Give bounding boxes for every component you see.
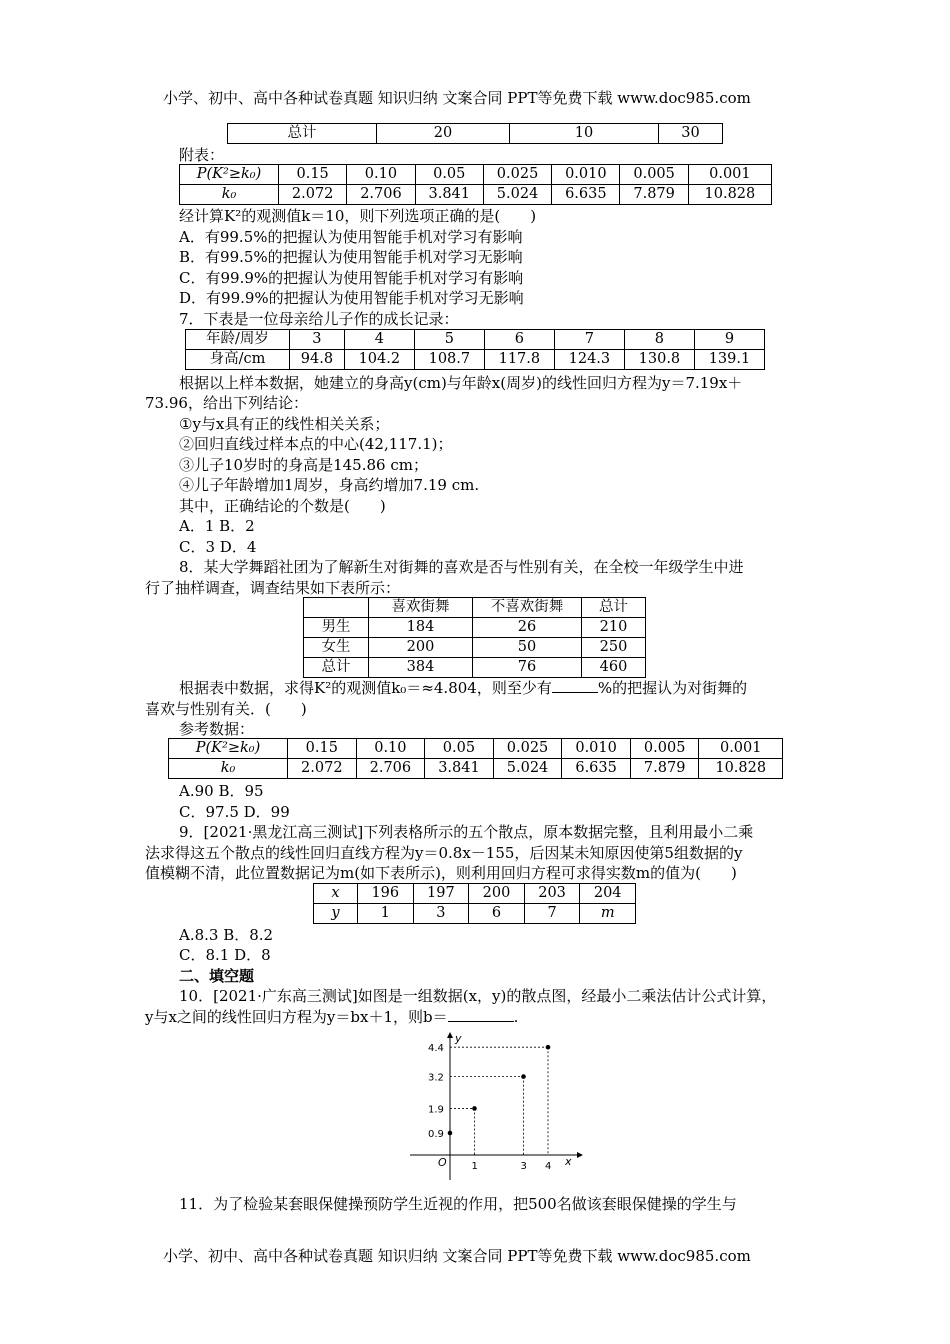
table-cell: 6.635 [552, 185, 620, 205]
table-cell: 10.828 [699, 759, 783, 779]
table-cell: 总计 [228, 124, 377, 144]
table-cell: 26 [473, 618, 582, 638]
table-cell: 2.072 [279, 185, 347, 205]
table-row-label: 年龄/周岁 [186, 330, 290, 350]
table-cell: 10 [510, 124, 659, 144]
table-row-label: x [314, 884, 358, 904]
q6-stem: 经计算K²的观测值k＝10，则下列选项正确的是( ) [179, 207, 537, 225]
table-cell: 5 [414, 330, 484, 350]
table-row-label: P(K²≥k₀) [169, 739, 288, 759]
q8-text-2: 行了抽样调查，调查结果如下表所示： [145, 579, 401, 597]
q8-text-4: 喜欢与性别有关．( ) [145, 700, 307, 718]
q8-text-3a: 根据表中数据，求得K²的观测值k₀＝≈4.804，则至少有 [179, 679, 552, 697]
q7-text-2: 73.96，给出下列结论： [145, 394, 308, 412]
table-row-label: y [314, 904, 358, 924]
q8-text-1: 8．某大学舞蹈社团为了解新生对街舞的喜欢是否与性别有关，在全校一年级学生中进 [179, 558, 744, 576]
page-header: 小学、初中、高中各种试卷真题 知识归纳 文案合同 PPT等免费下载 www.doc985.com [163, 89, 751, 107]
data-point [472, 1106, 477, 1111]
table-cell: 0.10 [347, 165, 415, 185]
table-cell: 0.010 [552, 165, 620, 185]
table-cell: 男生 [304, 618, 369, 638]
table-cell: 2.072 [288, 759, 357, 779]
q9-options-ab: A.8.3 B．8.2 [179, 926, 274, 944]
q8-options-ab: A.90 B．95 [179, 782, 264, 800]
table-row-label: k₀ [180, 185, 279, 205]
q7-options-cd: C．3 D．4 [179, 538, 257, 556]
section-title: 二、填空题 [179, 967, 255, 985]
table-header: 不喜欢街舞 [473, 598, 582, 618]
table-cell: 2.706 [347, 185, 415, 205]
q7-conclusion-2: ②回归直线过样本点的中心(42,117.1)； [179, 435, 453, 453]
table-cell: 0.005 [620, 165, 688, 185]
q9-text-1: 9．[2021·黑龙江高三测试]下列表格所示的五个散点，原本数据完整，且利用最小二乘 [179, 823, 754, 841]
table-cell: 0.005 [630, 739, 699, 759]
table-cell: 总计 [304, 658, 369, 678]
q6-option-d: D．有99.9%的把握认为使用智能手机对学习无影响 [179, 289, 524, 307]
table-cell: 200 [369, 638, 473, 658]
x-tick-label: 3 [520, 1161, 527, 1172]
table-cell: 210 [582, 618, 646, 638]
table-cell: 30 [659, 124, 723, 144]
q7-conclusion-1: ①y与x具有正的线性相关关系； [179, 415, 390, 433]
table-cell: 0.010 [562, 739, 631, 759]
table-cell: 6.635 [562, 759, 631, 779]
table-cell: 7.879 [630, 759, 699, 779]
q8-ref-label: 参考数据： [179, 720, 255, 738]
table-cell: 2.706 [356, 759, 425, 779]
table-cell: 3 [290, 330, 345, 350]
table-row-label: P(K²≥k₀) [180, 165, 279, 185]
y-tick-label: 4.4 [428, 1043, 444, 1055]
table-cell: 4 [344, 330, 414, 350]
table-cell: 0.025 [493, 739, 562, 759]
table-cell: 1 [358, 904, 414, 924]
table-cell: 0.05 [415, 165, 483, 185]
table-header: 喜欢街舞 [369, 598, 473, 618]
q10-text-2a: y与x之间的线性回归方程为y＝bx＋1，则b＝ [145, 1008, 448, 1026]
answer-blank[interactable] [448, 1007, 514, 1022]
table-cell: 0.001 [699, 739, 783, 759]
table-cell: 130.8 [624, 350, 694, 370]
table-header: 总计 [582, 598, 646, 618]
table-cell: 7 [524, 904, 580, 924]
q7-options-ab: A．1 B．2 [179, 517, 255, 535]
q9-options-cd: C．8.1 D．8 [179, 946, 271, 964]
table-cell: 0.15 [288, 739, 357, 759]
y-tick-label: 0.9 [428, 1128, 444, 1140]
table-cell: 0.15 [279, 165, 347, 185]
plot-layer [428, 1043, 551, 1172]
y-axis-arrow-icon [447, 1032, 453, 1038]
q6-option-b: B．有99.5%的把握认为使用智能手机对学习无影响 [179, 248, 523, 266]
y-tick-label: 3.2 [428, 1072, 444, 1084]
x-tick-label: 4 [545, 1161, 552, 1172]
scatter-plot [405, 1030, 585, 1185]
origin-label: O [438, 1156, 447, 1169]
q9-data-table [313, 883, 636, 924]
table-row-label: 身高/cm [186, 350, 290, 370]
q9-text-3: 值模糊不清，此位置数据记为m(如下表所示)，则利用回归方程可求得实数m的值为( ) [145, 864, 737, 882]
table-cell: 197 [413, 884, 469, 904]
q6-total-table [227, 123, 723, 144]
table-cell: 7 [554, 330, 624, 350]
q7-growth-table [185, 329, 765, 370]
table-cell: 5.024 [483, 185, 551, 205]
table-row [304, 658, 646, 678]
q8-text-3b: %的把握认为对街舞的 [597, 679, 748, 697]
y-tick-label: 1.9 [428, 1104, 444, 1116]
table-cell: 3 [413, 904, 469, 924]
q8-ref-table [168, 738, 783, 779]
table-cell: 6 [469, 904, 525, 924]
q8-survey-table [303, 597, 646, 678]
table-row-label: k₀ [169, 759, 288, 779]
q7-ask: 其中，正确结论的个数是( ) [179, 497, 386, 515]
table-cell: 203 [524, 884, 580, 904]
table-cell: 384 [369, 658, 473, 678]
table-row [304, 638, 646, 658]
y-axis-label: y [455, 1032, 462, 1045]
table-cell: 139.1 [694, 350, 764, 370]
table-cell: m [580, 904, 636, 924]
q6-option-a: A．有99.5%的把握认为使用智能手机对学习有影响 [179, 228, 523, 246]
table-cell: 76 [473, 658, 582, 678]
table-cell: 460 [582, 658, 646, 678]
table-cell [304, 598, 369, 618]
q10-text-2 [145, 1007, 518, 1027]
q6-option-c: C．有99.9%的把握认为使用智能手机对学习有影响 [179, 269, 524, 287]
table-cell: 104.2 [344, 350, 414, 370]
table-cell: 9 [694, 330, 764, 350]
q9-text-2: 法求得这五个散点的线性回归直线方程为y＝0.8x－155，后因某未知原因使第5组数据的y [145, 844, 743, 862]
table-cell: 50 [473, 638, 582, 658]
table-cell: 7.879 [620, 185, 688, 205]
x-axis-label: x [565, 1155, 572, 1168]
table-cell: 3.841 [425, 759, 494, 779]
table-cell: 0.10 [356, 739, 425, 759]
table-cell: 0.001 [688, 165, 771, 185]
table-cell: 204 [580, 884, 636, 904]
table-cell: 0.05 [425, 739, 494, 759]
table-cell: 124.3 [554, 350, 624, 370]
table-cell: 8 [624, 330, 694, 350]
table-cell: 196 [358, 884, 414, 904]
answer-blank[interactable] [552, 678, 598, 693]
q7-stem: 7．下表是一位母亲给儿子作的成长记录： [179, 310, 459, 328]
x-axis-arrow-icon [577, 1152, 583, 1158]
q7-conclusion-4: ④儿子年龄增加1周岁，身高约增加7.19 cm. [179, 476, 480, 494]
page-footer: 小学、初中、高中各种试卷真题 知识归纳 文案合同 PPT等免费下载 www.doc985.com [163, 1247, 751, 1265]
q8-options-cd: C．97.5 D．99 [179, 803, 290, 821]
data-point [546, 1045, 551, 1050]
q10-text-2b: . [513, 1008, 519, 1026]
table-cell: 10.828 [688, 185, 771, 205]
table-cell: 0.025 [483, 165, 551, 185]
data-point [448, 1131, 453, 1136]
table-cell: 6 [484, 330, 554, 350]
table-cell: 200 [469, 884, 525, 904]
x-tick-label: 1 [471, 1161, 478, 1172]
table-cell: 184 [369, 618, 473, 638]
table-cell: 女生 [304, 638, 369, 658]
q11-text-1: 11．为了检验某套眼保健操预防学生近视的作用，把500名做该套眼保健操的学生与 [179, 1195, 737, 1213]
q10-text-1: 10．[2021·广东高三测试]如图是一组数据(x，y)的散点图，经最小二乘法估计公式计算， [179, 987, 777, 1005]
table-cell: 117.8 [484, 350, 554, 370]
q7-text-1: 根据以上样本数据，她建立的身高y(cm)与年龄x(周岁)的线性回归方程为y＝7.19x＋ [179, 374, 743, 392]
appendix-label: 附表： [179, 146, 225, 164]
table-cell: 20 [377, 124, 510, 144]
table-cell: 5.024 [493, 759, 562, 779]
q8-text-3 [179, 678, 747, 698]
table-row [304, 618, 646, 638]
table-cell: 108.7 [414, 350, 484, 370]
data-point [521, 1074, 526, 1079]
table-cell: 3.841 [415, 185, 483, 205]
q6-ref-table [179, 164, 772, 205]
table-cell: 94.8 [290, 350, 345, 370]
table-cell: 250 [582, 638, 646, 658]
q7-conclusion-3: ③儿子10岁时的身高是145.86 cm； [179, 456, 428, 474]
